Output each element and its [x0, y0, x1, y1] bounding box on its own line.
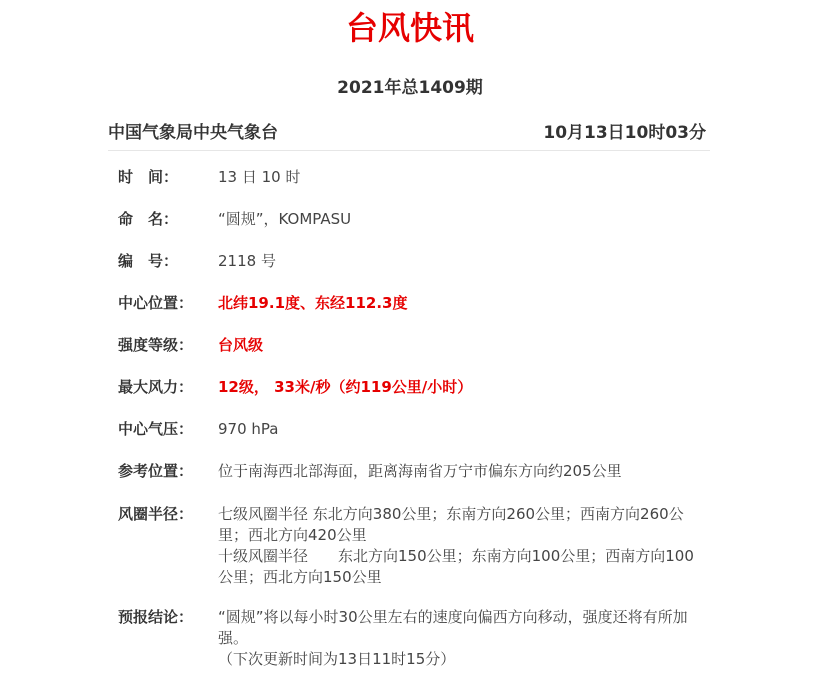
field-label: 参考位置：: [118, 462, 194, 480]
field-label: 风圈半径：: [118, 505, 194, 523]
field-label: 中心气压：: [118, 420, 194, 438]
field-label: 时 间：: [118, 168, 179, 186]
field-value: 北纬19.1度、东经112.3度: [218, 294, 408, 312]
field-value: 970 hPa: [218, 420, 279, 438]
field-value: [218, 504, 696, 588]
field-value: 13 日 10 时: [218, 168, 301, 186]
field-value: 台风级: [218, 336, 264, 354]
bulletin-header: [108, 120, 710, 151]
page-title: 台风快讯: [345, 9, 474, 47]
field-value: 位于南海西北部海面，距离海南省万宁市偏东方向约205公里: [218, 462, 622, 480]
field-value: 12级， 33米/秒（约119公里/小时）: [218, 378, 473, 396]
field-label: 强度等级：: [118, 336, 194, 354]
wind-radius-7: 七级风圈半径 东北方向380公里；东南方向260公里；西南方向260公里；西北方向420公里: [218, 505, 684, 544]
field-value: 2118 号: [218, 252, 276, 270]
field-label: 最大风力：: [118, 378, 194, 396]
field-value: [218, 607, 696, 670]
field-value: “圆规”，KOMPASU: [218, 210, 352, 228]
issue-number: 2021年总1409期: [337, 78, 483, 98]
field-label: 预报结论：: [118, 608, 194, 626]
field-label: 命 名：: [118, 210, 179, 228]
field-label: 编 号：: [118, 252, 179, 270]
agency-name: 中国气象局中央气象台: [108, 123, 278, 143]
next-update: （下次更新时间为13日11时15分）: [218, 650, 456, 668]
forecast-text: “圆规”将以每小时30公里左右的速度向偏西方向移动，强度还将有所加强。: [218, 608, 688, 647]
wind-radius-10: 十级风圈半径 东北方向150公里；东南方向100公里；西南方向100公里；西北方向150公里: [218, 547, 694, 586]
issued-time: 10月13日10时03分: [543, 123, 706, 143]
field-label: 中心位置：: [118, 294, 194, 312]
